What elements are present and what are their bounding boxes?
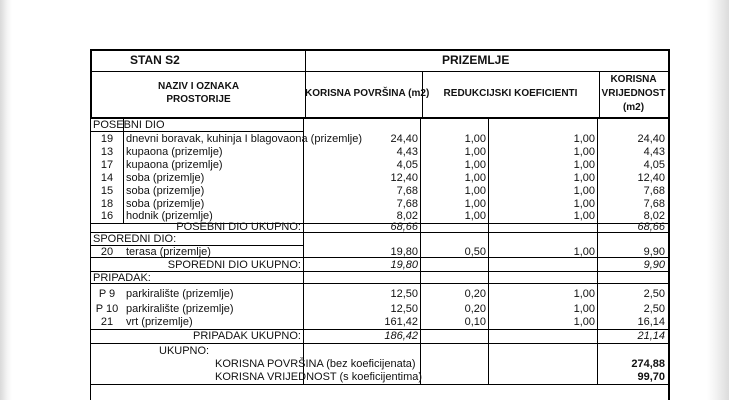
section-title-sporedni: SPOREDNI DIO: <box>93 233 177 245</box>
col-name-header-l2: PROSTORIJE <box>166 94 231 105</box>
summary-value-value: 99,70 <box>637 371 665 383</box>
col-coef-header: REDUKCIJSKI KOEFICIENTI <box>443 88 578 99</box>
col-value-header-l1: KORISNA <box>610 74 657 85</box>
photo-edge-left <box>0 0 12 400</box>
col-name-header-l1: NAZIV I OZNAKA <box>157 81 240 92</box>
floor-title: PRIZEMLJE <box>442 53 510 67</box>
col-value-header-l3: (m2) <box>622 102 645 113</box>
area-table <box>90 49 670 400</box>
summary-area-value: 274,88 <box>631 358 665 370</box>
section-title-posebni: POSEBNI DIO <box>93 119 165 131</box>
unit-title: STAN S2 <box>130 53 180 67</box>
summary-area-label: KORISNA POVRŠINA (bez koeficijenata) <box>215 358 416 370</box>
table-body: POSEBNI DIO 19 dnevni boravak, kuhinja I blagovaona (prizemlje) 24,40 1,00 1,00 24,40 13 kupaona (prizemlje) 4,43 1,00 1,00 4,43 17 kupaona (prizemlje) 4,05 1,00 1,00 4,05 14 soba (prizemlje) 12,40 1,00 1,00 12,40 15 soba (prizemlje) 7,68 1,00 1,00 7,68 18 soba (prizemlje) 7,68 1,00 1,00 7,68 16 hodnik (prizemlje) 8,02 1,00 1,00 8,02 POSEBNI DIO UKUPNO: 68,66 68,66 SPOREDNI DIO: 20 terasa (prizemlje) 19,80 0,50 1,00 9,90 SPOREDNI DIO UKUPNO: 19,80 9,90 PRIPADAK: P 9 parkiralište (prizemlje) 12,50 0,20 1,00 2,50 P 10 parkiralište (prizemlje) 12,50 0,20 1,00 2,50 21 vrt (prizemlje) 161,42 0,10 1,00 16,14 PRIPADAK UKUPNO: 186,42 21,14 UKUPNO: KORISNA POVRŠINA (bez koeficijenata) 274,88 KORISNA VRIJEDNOST (s koeficijentima) 99,70 <box>90 119 670 400</box>
section-title-pripadak: PRIPADAK: <box>93 272 151 284</box>
photo-edge-right <box>707 0 729 400</box>
col-value-header-l2: VRIJEDNOST <box>601 88 666 99</box>
col-area-header: KORISNA POVRŠINA (m2) <box>305 88 430 99</box>
summary-value-label: KORISNA VRIJEDNOST (s koeficijentima) <box>215 371 423 383</box>
table-header <box>90 49 670 119</box>
summary-label: UKUPNO: <box>159 345 210 357</box>
